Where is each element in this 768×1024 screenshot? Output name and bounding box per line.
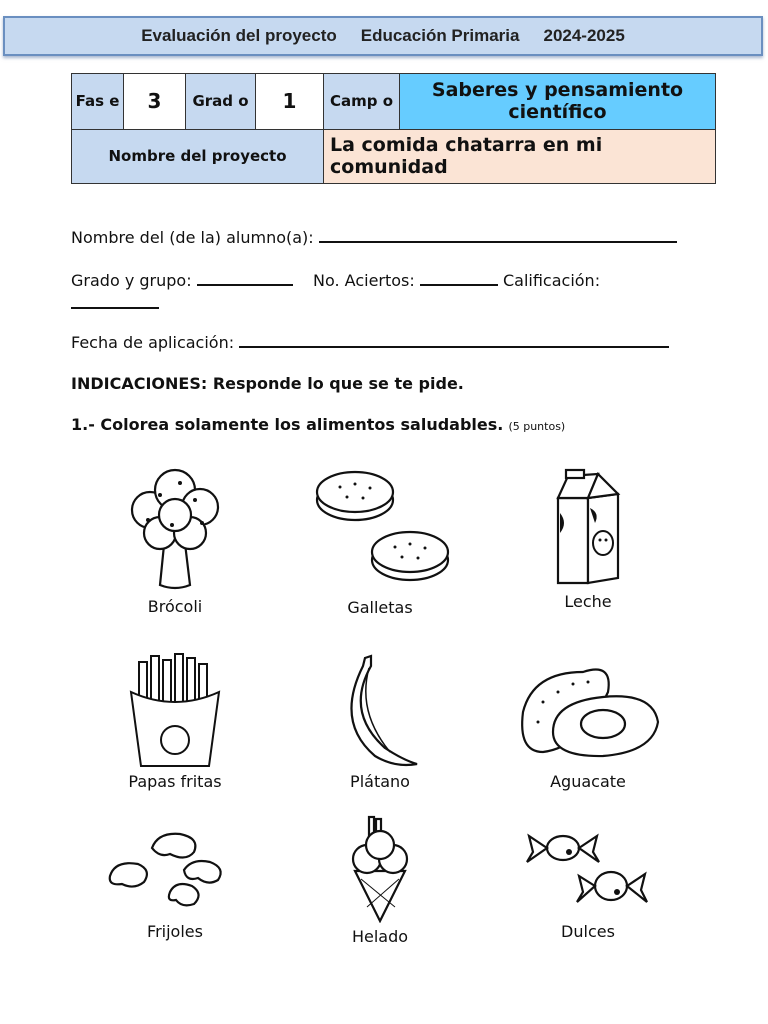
campo-label: Camp o: [324, 74, 400, 130]
banana-icon: [335, 652, 425, 768]
beans-icon: [90, 818, 260, 918]
header-year: 2024-2025: [543, 26, 625, 45]
fase-label: Fas e: [72, 74, 124, 130]
food-label: Dulces: [561, 922, 615, 941]
food-label: Aguacate: [550, 772, 626, 791]
food-item-platano[interactable]: [310, 652, 450, 791]
header-banner: [3, 16, 763, 56]
food-label: Plátano: [350, 772, 410, 791]
cookies-icon: [305, 462, 455, 592]
header-level: Educación Primaria: [360, 26, 520, 45]
grade-group-line: [71, 270, 600, 290]
food-item-brocoli[interactable]: [105, 465, 245, 616]
date-label: Fecha de aplicación:: [71, 333, 235, 352]
student-name-field[interactable]: [319, 227, 677, 243]
proyecto-value: La comida chatarra en mi comunidad: [324, 130, 716, 184]
grade-group-label: Grado y grupo:: [71, 271, 192, 290]
grado-value: 1: [256, 74, 324, 130]
avocado-icon: [513, 652, 663, 768]
question-1-text: 1.- Colorea solamente los alimentos saludables.: [71, 415, 504, 434]
food-item-frijoles[interactable]: [85, 818, 265, 941]
french-fries-icon: [125, 652, 225, 768]
food-label: Papas fritas: [128, 772, 222, 791]
calificacion-field[interactable]: [71, 293, 159, 309]
date-line: [71, 332, 669, 352]
milk-carton-icon: [548, 468, 628, 588]
grade-group-field[interactable]: [197, 270, 293, 286]
food-item-dulces[interactable]: [518, 822, 658, 941]
project-info-table: [71, 73, 716, 184]
fase-value: 3: [124, 74, 186, 130]
question-1-points: (5 puntos): [508, 420, 566, 433]
student-name-label: Nombre del (de la) alumno(a):: [71, 228, 314, 247]
food-label: Brócoli: [147, 597, 203, 616]
food-item-aguacate[interactable]: [508, 652, 668, 791]
food-item-leche[interactable]: [528, 468, 648, 611]
candy-icon: [523, 822, 653, 918]
food-label: Leche: [564, 592, 612, 611]
aciertos-field[interactable]: [420, 270, 498, 286]
ice-cream-icon: [345, 815, 415, 923]
header-title: Evaluación del proyecto: [141, 26, 337, 45]
date-field[interactable]: [239, 332, 669, 348]
aciertos-label: No. Aciertos:: [313, 271, 415, 290]
food-label: Helado: [351, 927, 409, 946]
question-1: [71, 415, 565, 434]
food-item-helado[interactable]: [320, 815, 440, 946]
calificacion-line: [71, 293, 159, 313]
food-label: Galletas: [347, 598, 413, 617]
food-item-papas-fritas[interactable]: [105, 652, 245, 791]
calificacion-label: Calificación:: [502, 271, 601, 290]
food-item-galletas[interactable]: [300, 462, 460, 617]
student-name-line: [71, 227, 677, 247]
broccoli-icon: [120, 465, 230, 593]
instructions: INDICACIONES: Responde lo que se te pide.: [71, 374, 464, 393]
food-label: Frijoles: [147, 922, 203, 941]
proyecto-label: Nombre del proyecto: [72, 130, 324, 184]
campo-value: Saberes y pensamiento científico: [400, 74, 716, 130]
grado-label: Grad o: [186, 74, 256, 130]
